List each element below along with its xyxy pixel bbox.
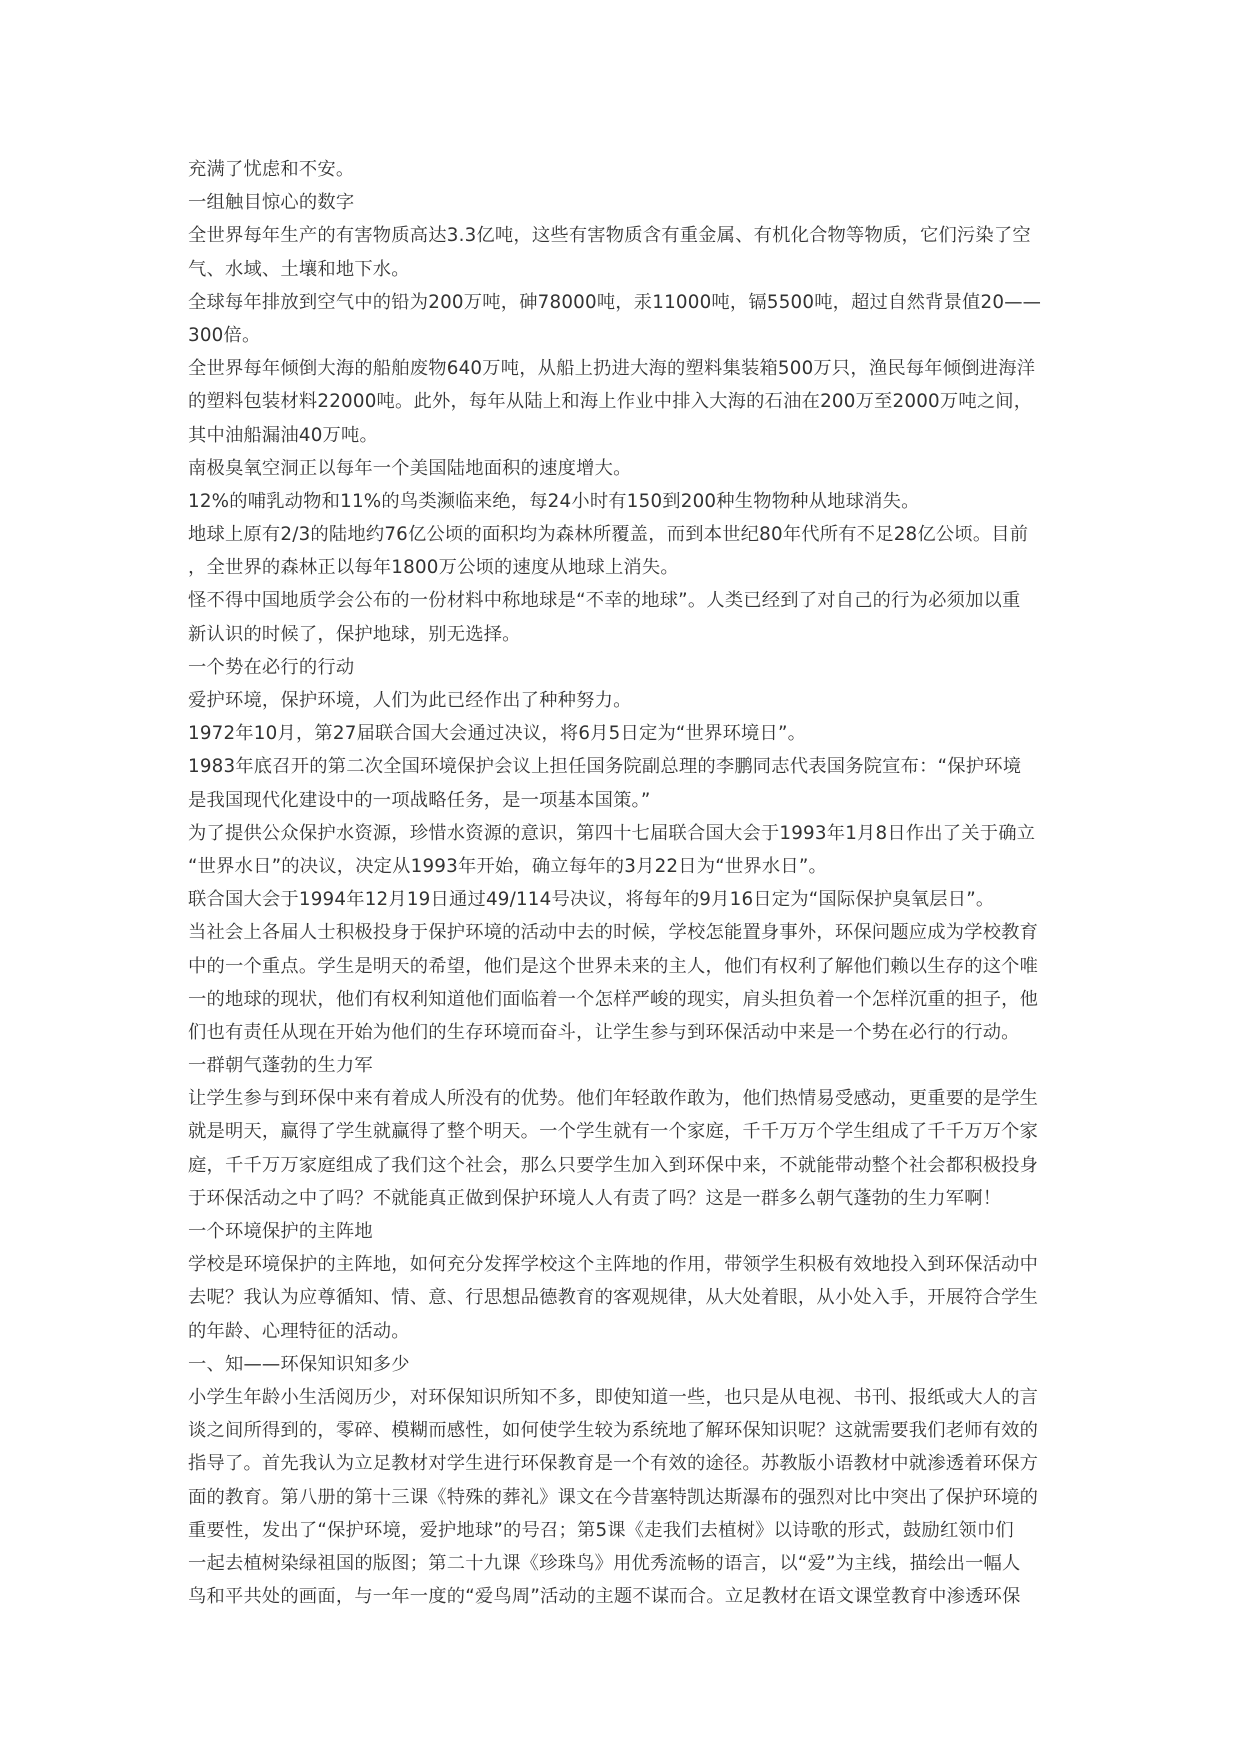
text-line: 于环保活动之中了吗？不就能真正做到保护环境人人有责了吗？这是一群多么朝气蓬勃的生力军啊！ [188, 1187, 1002, 1209]
text-line: 谈之间所得到的，零碎、模糊而感性，如何使学生较为系统地了解环保知识呢？这就需要我们老师有效的 [188, 1420, 1039, 1442]
text-line: 地球上原有2/3的陆地约76亿公顷的面积均为森林所覆盖，而到本世纪80年代所有不足28亿公顷。目前 [188, 524, 1029, 546]
text-line: 一起去植树染绿祖国的版图；第二十九课《珍珠鸟》用优秀流畅的语言，以“爱”为主线，描绘出一幅人 [188, 1552, 1021, 1574]
text-line: 学校是环境保护的主阵地，如何充分发挥学校这个主阵地的作用，带领学生积极有效地投入到环保活动中 [188, 1254, 1039, 1276]
text-line: 鸟和平共处的画面，与一年一度的“爱鸟周”活动的主题不谋而合。立足教材在语文课堂教育中渗透环保 [188, 1586, 1021, 1608]
section-heading: 一组触目惊心的数字 [188, 192, 355, 214]
document-body [188, 153, 1058, 1613]
text-line: 1983年底召开的第二次全国环境保护会议上担任国务院副总理的李鹏同志代表国务院宣布：“保护环境 [188, 756, 1022, 778]
text-line: 新认识的时候了，保护地球，别无选择。 [188, 623, 521, 645]
text-line: 去呢？我认为应尊循知、情、意、行思想品德教育的客观规律，从大处着眼，从小处入手，开展符合学生 [188, 1287, 1039, 1309]
text-line: 面的教育。第八册的第十三课《特殊的葬礼》课文在今昔塞特凯达斯瀑布的强烈对比中突出了保护环境的 [188, 1486, 1039, 1508]
text-line: 庭，千千万万家庭组成了我们这个社会，那么只要学生加入到环保中来，不就能带动整个社会都积极投身 [188, 1154, 1039, 1176]
text-line: 气、水域、土壤和地下水。 [188, 258, 410, 280]
text-line: 爱护环境，保护环境，人们为此已经作出了种种努力。 [188, 690, 632, 711]
text-line: 为了提供公众保护水资源，珍惜水资源的意识，第四十七届联合国大会于1993年1月8日作出了关于确立 [188, 822, 1036, 844]
text-line: 全球每年排放到空气中的铅为200万吨，砷78000吨，汞11000吨，镉5500吨，超过自然背景值20—— [188, 291, 1042, 313]
text-line: ，全世界的森林正以每年1800万公顷的速度从地球上消失。 [188, 557, 679, 579]
text-line: 12%的哺乳动物和11%的鸟类濒临来绝，每24小时有150到200种生物物种从地球消失。 [188, 490, 920, 512]
section-heading: 一个势在必行的行动 [188, 656, 355, 678]
text-line: 是我国现代化建设中的一项战略任务，是一项基本国策。” [188, 789, 651, 811]
text-line: 1972年10月，第27届联合国大会通过决议，将6月5日定为“世界环境日”。 [188, 723, 807, 745]
text-line: 指导了。首先我认为立足教材对学生进行环保教育是一个有效的途径。苏教版小语教材中就渗透着环保方 [188, 1453, 1039, 1475]
text-line: 300倍。 [188, 324, 261, 346]
text-line: 全世界每年倾倒大海的船舶废物640万吨，从船上扔进大海的塑料集装箱500万只，渔民每年倾倒进海洋 [188, 358, 1036, 380]
text-line: “世界水日”的决议，决定从1993年开始，确立每年的3月22日为“世界水日”。 [188, 855, 827, 877]
text-line: 的塑料包装材料22000吨。此外，每年从陆上和海上作业中排入大海的石油在200万至2000万吨之间， [188, 391, 1033, 413]
text-line: 全世界每年生产的有害物质高达3.3亿吨，这些有害物质含有重金属、有机化合物等物质，它们污染了空 [188, 225, 1031, 247]
text-line: 一的地球的现状，他们有权利知道他们面临着一个怎样严峻的现实，肩头担负着一个怎样沉重的担子，他 [188, 988, 1039, 1010]
text-line: 南极臭氧空洞正以每年一个美国陆地面积的速度增大。 [188, 457, 632, 479]
text-line: 中的一个重点。学生是明天的希望，他们是这个世界未来的主人，他们有权利了解他们赖以生存的这个唯 [188, 955, 1039, 977]
text-line: 其中油船漏油40万吨。 [188, 424, 378, 446]
text-line: 充满了忧虑和不安。 [188, 159, 355, 180]
text-line: 让学生参与到环保中来有着成人所没有的优势。他们年轻敢作敢为，他们热情易受感动，更重要的是学生 [188, 1088, 1039, 1110]
text-line: 就是明天，赢得了学生就赢得了整个明天。一个学生就有一个家庭，千千万万个学生组成了千千万万个家 [188, 1121, 1039, 1143]
text-line: 联合国大会于1994年12月19日通过49/114号决议，将每年的9月16日定为“国际保护臭氧层日”。 [188, 889, 995, 911]
text-line: 的年龄、心理特征的活动。 [188, 1320, 410, 1342]
text-line: 当社会上各届人士积极投身于保护环境的活动中去的时候，学校怎能置身事外，环保问题应成为学校教育 [188, 922, 1039, 944]
section-heading: 一、知——环保知识知多少 [188, 1353, 410, 1375]
section-heading: 一个环境保护的主阵地 [188, 1221, 373, 1242]
text-line: 怪不得中国地质学会公布的一份材料中称地球是“不幸的地球”。人类已经到了对自己的行为必须加以重 [188, 590, 1021, 612]
text-line: 重要性，发出了“保护环境，爱护地球”的号召；第5课《走我们去植树》以诗歌的形式，鼓励红领巾们 [188, 1519, 1014, 1541]
text-line: 小学生年龄小生活阅历少，对环保知识所知不多，即使知道一些，也只是从电视、书刊、报纸或大人的言 [188, 1386, 1039, 1408]
section-heading: 一群朝气蓬勃的生力军 [188, 1055, 373, 1077]
text-line: 们也有责任从现在开始为他们的生存环境而奋斗，让学生参与到环保活动中来是一个势在必行的行动。 [188, 1021, 1020, 1043]
